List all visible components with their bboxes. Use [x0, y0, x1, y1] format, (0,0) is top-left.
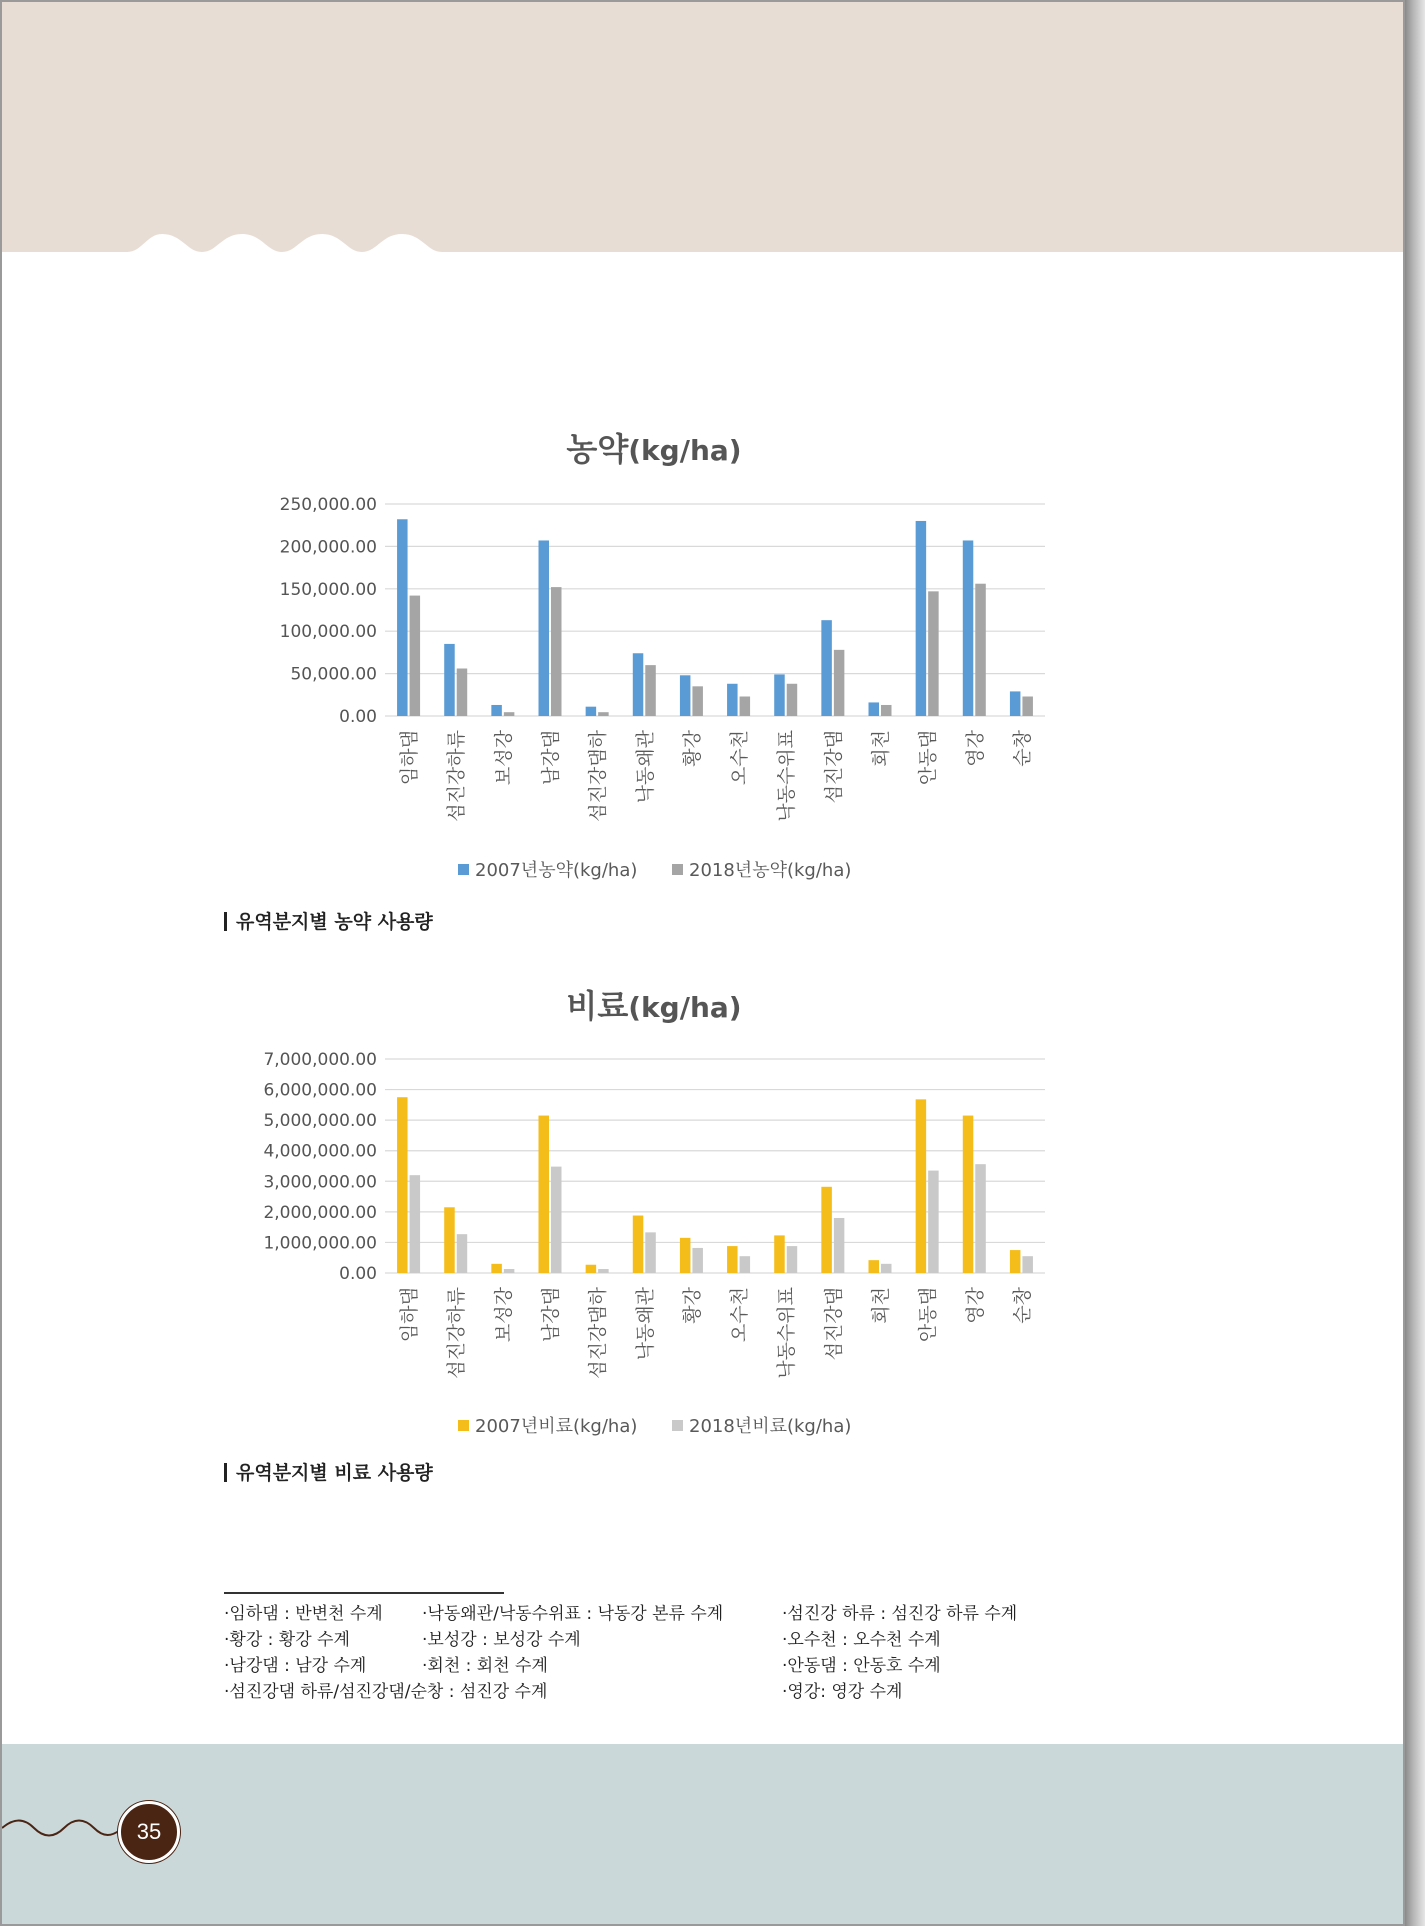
bar-2018 [881, 1264, 892, 1273]
y-tick-label: 4,000,000.00 [263, 1141, 377, 1162]
y-tick-label: 200,000.00 [279, 537, 377, 558]
y-tick-label: 1,000,000.00 [263, 1233, 377, 1254]
note-yeonggang: ·영강: 영강 수계 [782, 1682, 903, 1702]
page-number: 35 [136, 1819, 162, 1844]
note-hoecheon: ·회천 : 회천 수계 [422, 1656, 548, 1676]
page-number-badge [118, 1801, 180, 1863]
legend-label-2007-fertilizer: 2007년비료(kg/ha) [475, 1416, 638, 1437]
footer-band [2, 1744, 1405, 1926]
caption-bar [224, 912, 227, 931]
pesticide-title-unit: (kg/ha) [628, 434, 742, 467]
note-boseong: ·보성강 : 보성강 수계 [422, 1630, 581, 1650]
fertilizer-caption [224, 1458, 433, 1485]
category-label: 황강 [681, 730, 704, 767]
bar-2018 [457, 1234, 468, 1273]
legend-label-2018-fertilizer: 2018년비료(kg/ha) [689, 1416, 852, 1437]
note-seomjin-lower: ·섬진강 하류 : 섬진강 하류 수계 [782, 1604, 1018, 1624]
bar-2007 [774, 1235, 785, 1273]
y-tick-label: 0.00 [339, 1264, 377, 1284]
category-label: 낙동왜관 [634, 1287, 657, 1361]
footer-wave-line [2, 1810, 132, 1850]
bar-2018 [975, 1164, 986, 1273]
y-tick-label: 150,000.00 [279, 579, 377, 600]
fertilizer-title-unit: (kg/ha) [628, 991, 742, 1024]
note-osu: ·오수천 : 오수천 수계 [782, 1630, 941, 1650]
note-imha: ·임하댐 : 반변천 수계 [224, 1604, 383, 1624]
bar-2007 [586, 1265, 597, 1273]
category-label: 낙동수위표 [775, 730, 798, 822]
y-tick-label: 5,000,000.00 [263, 1111, 377, 1132]
category-label: 안동댐 [917, 730, 940, 786]
bar-2007 [491, 1264, 502, 1273]
fertilizer-category-labels [398, 1286, 1034, 1378]
category-label: 섬진강댐하 [587, 730, 610, 822]
bar-2007 [727, 1246, 738, 1273]
bar-2018 [551, 1167, 562, 1273]
bar-2007 [444, 1207, 455, 1273]
category-label: 황강 [681, 1287, 704, 1324]
category-label: 보성강 [492, 730, 515, 786]
category-label: 낙동수위표 [775, 1287, 798, 1379]
fertilizer-caption-text: 유역분지별 비료 사용량 [236, 1462, 433, 1484]
fertilizer-title-main: 비료 [566, 987, 629, 1025]
y-tick-label: 50,000.00 [290, 664, 377, 685]
bar-2018 [504, 1269, 515, 1273]
y-tick-label: 250,000.00 [279, 495, 377, 515]
y-tick-label: 3,000,000.00 [263, 1172, 377, 1193]
category-label: 섬진강하류 [445, 730, 468, 822]
bar-2007 [963, 1116, 974, 1273]
bar-2007 [539, 1116, 550, 1273]
category-label: 섬진강댐 [822, 1287, 845, 1361]
category-label: 섬진강댐하 [587, 1287, 610, 1379]
bar-2007 [1010, 1250, 1021, 1273]
category-label: 보성강 [492, 1287, 515, 1343]
note-seomjin-dam: ·섬진강댐 하류/섬진강댐/순창 : 섬진강 수계 [224, 1682, 548, 1702]
bar-2018 [834, 1218, 845, 1273]
legend-label-2007-pesticide: 2007년농약(kg/ha) [475, 860, 638, 881]
category-label: 회천 [870, 1287, 892, 1324]
category-label: 섬진강댐 [822, 730, 845, 804]
legend-swatch-2007-fertilizer [458, 1420, 469, 1431]
legend-label-2018-pesticide: 2018년농약(kg/ha) [689, 860, 852, 881]
page-edge-shadow [1405, 0, 1425, 1926]
bar-2007 [680, 1238, 691, 1273]
category-label: 낙동왜관 [634, 730, 657, 804]
note-hwang: ·황강 : 황강 수계 [224, 1630, 350, 1650]
category-label: 섬진강하류 [445, 1287, 468, 1379]
pesticide-caption [224, 907, 433, 934]
category-label: 남강댐 [540, 730, 562, 786]
category-label: 안동댐 [917, 1287, 940, 1343]
bar-2018 [1022, 1256, 1033, 1273]
fertilizer-gridlines [385, 1059, 1045, 1273]
bar-2018 [740, 1256, 751, 1273]
bar-2007 [397, 1097, 408, 1273]
fertilizer-bars [397, 1097, 1033, 1273]
bar-2007 [869, 1260, 880, 1273]
category-label: 오수천 [728, 730, 751, 786]
bar-2007 [633, 1216, 644, 1273]
notes-divider [224, 1592, 504, 1594]
pesticide-title-main: 농약 [566, 430, 629, 468]
y-tick-label: 100,000.00 [279, 622, 377, 643]
category-label: 영강 [964, 1287, 987, 1324]
bar-2018 [645, 1232, 656, 1273]
pesticide-caption-text: 유역분지별 농약 사용량 [236, 911, 433, 933]
y-tick-label: 7,000,000.00 [263, 1050, 377, 1070]
category-label: 오수천 [728, 1287, 751, 1343]
bar-2018 [410, 1175, 421, 1273]
caption-bar [224, 1463, 227, 1482]
y-tick-label: 0.00 [339, 707, 377, 727]
note-namgang: ·남강댐 : 남강 수계 [224, 1656, 367, 1676]
fertilizer-y-ticks [263, 1050, 377, 1284]
y-tick-label: 2,000,000.00 [263, 1202, 377, 1223]
fertilizer-legend [458, 1415, 851, 1437]
category-label: 임하댐 [398, 730, 421, 786]
category-label: 회천 [870, 730, 892, 767]
bar-2018 [598, 1269, 609, 1273]
category-label: 영강 [964, 730, 987, 767]
note-andong: ·안동댐 : 안동호 수계 [782, 1656, 941, 1676]
bar-2007 [916, 1099, 927, 1273]
category-label: 순창 [1011, 1287, 1034, 1324]
category-label: 순창 [1011, 730, 1034, 767]
bar-2018 [692, 1248, 703, 1273]
y-tick-label: 6,000,000.00 [263, 1080, 377, 1101]
bar-2018 [928, 1171, 939, 1273]
bar-2007 [821, 1187, 832, 1273]
category-label: 임하댐 [398, 1287, 421, 1343]
fertilizer-chart-title [566, 987, 741, 1025]
bar-2018 [787, 1246, 798, 1273]
category-label: 남강댐 [540, 1287, 562, 1343]
fertilizer-chart [2, 2, 1405, 1452]
legend-swatch-2018-fertilizer [672, 1420, 683, 1431]
note-nakdong: ·낙동왜관/낙동수위표 : 낙동강 본류 수계 [422, 1604, 724, 1624]
